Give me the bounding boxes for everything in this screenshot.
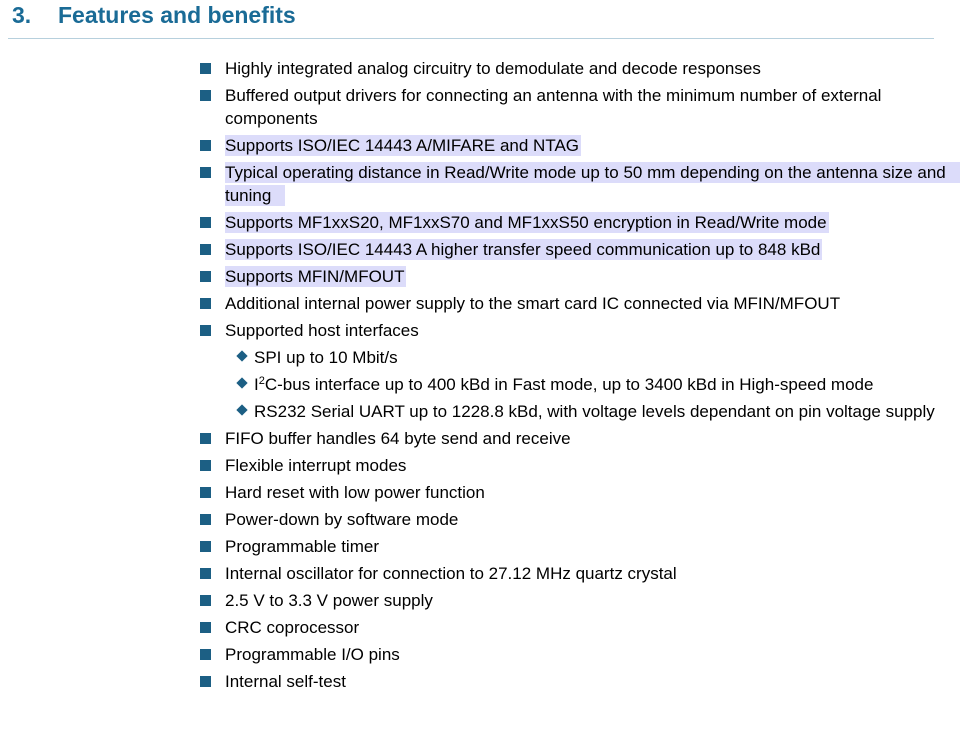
list-item-host-interfaces xyxy=(196,319,946,423)
square-bullet-icon xyxy=(200,487,211,498)
list-item-text: Supports MF1xxS20, MF1xxS70 and MF1xxS50 encryption in Read/Write mode xyxy=(225,213,827,232)
sublist-item-text: SPI up to 10 Mbit/s xyxy=(254,348,398,367)
list-item xyxy=(196,84,946,130)
square-bullet-icon xyxy=(200,244,211,255)
section-number: 3. xyxy=(12,2,32,28)
square-bullet-icon xyxy=(200,325,211,336)
host-interfaces-sublist xyxy=(225,346,946,423)
list-item-highlighted xyxy=(196,211,946,234)
sublist-item-prefix: I xyxy=(254,375,259,394)
square-bullet-icon xyxy=(200,271,211,282)
list-item-highlighted xyxy=(196,238,946,261)
square-bullet-icon xyxy=(200,433,211,444)
diamond-bullet-icon xyxy=(236,350,247,361)
list-item-text: Supports MFIN/MFOUT xyxy=(225,267,405,286)
list-item-text: Hard reset with low power function xyxy=(225,483,485,502)
list-item-text: Highly integrated analog circuitry to demodulate and decode responses xyxy=(225,59,761,78)
list-item xyxy=(196,589,946,612)
square-bullet-icon xyxy=(200,298,211,309)
sublist-item xyxy=(228,373,946,396)
sublist-item xyxy=(228,346,946,369)
square-bullet-icon xyxy=(200,595,211,606)
section-title: Features and benefits xyxy=(58,2,296,28)
list-item xyxy=(196,535,946,558)
list-item-text: CRC coprocessor xyxy=(225,618,360,637)
list-item-text: Programmable timer xyxy=(225,537,379,556)
list-item-highlighted xyxy=(196,161,946,207)
square-bullet-icon xyxy=(200,676,211,687)
square-bullet-icon xyxy=(200,140,211,151)
list-item-highlighted xyxy=(196,265,946,288)
list-item-text: Buffered output drivers for connecting an antenna with the minimum number of external components xyxy=(225,86,882,128)
section-heading xyxy=(12,2,296,29)
square-bullet-icon xyxy=(200,568,211,579)
list-item xyxy=(196,616,946,639)
features-list xyxy=(196,57,946,697)
list-item-text: FIFO buffer handles 64 byte send and receive xyxy=(225,429,571,448)
list-item-text: Internal self-test xyxy=(225,672,346,691)
list-item xyxy=(196,454,946,477)
list-item xyxy=(196,427,946,450)
square-bullet-icon xyxy=(200,90,211,101)
list-item-text: Flexible interrupt modes xyxy=(225,456,407,475)
sublist-item-text: RS232 Serial UART up to 1228.8 kBd, with voltage levels dependant on pin voltage supply xyxy=(254,402,935,421)
square-bullet-icon xyxy=(200,167,211,178)
heading-divider xyxy=(8,38,934,39)
diamond-bullet-icon xyxy=(236,404,247,415)
list-item-highlighted xyxy=(196,134,946,157)
list-item xyxy=(196,562,946,585)
diamond-bullet-icon xyxy=(236,377,247,388)
list-item xyxy=(196,670,946,693)
square-bullet-icon xyxy=(200,649,211,660)
list-item xyxy=(196,508,946,531)
list-item xyxy=(196,643,946,666)
sublist-item xyxy=(228,400,946,423)
list-item-text: Programmable I/O pins xyxy=(225,645,400,664)
square-bullet-icon xyxy=(200,63,211,74)
list-item-text: Power-down by software mode xyxy=(225,510,459,529)
square-bullet-icon xyxy=(200,514,211,525)
sublist-item-text: C-bus interface up to 400 kBd in Fast mode, up to 3400 kBd in High-speed mode xyxy=(264,375,874,394)
list-item-text: Typical operating distance in Read/Write mode up to 50 mm depending on the antenna size and tuning xyxy=(225,162,960,206)
list-item-text: Additional internal power supply to the smart card IC connected via MFIN/MFOUT xyxy=(225,294,841,313)
superscript-2: 2 xyxy=(258,375,265,387)
square-bullet-icon xyxy=(200,622,211,633)
list-item xyxy=(196,292,946,315)
list-item-text: 2.5 V to 3.3 V power supply xyxy=(225,591,433,610)
list-item-text: Supported host interfaces xyxy=(225,321,419,340)
list-item-text: Supports ISO/IEC 14443 A higher transfer speed communication up to 848 kBd xyxy=(225,240,821,259)
square-bullet-icon xyxy=(200,217,211,228)
list-item xyxy=(196,57,946,80)
list-item-text: Supports ISO/IEC 14443 A/MIFARE and NTAG xyxy=(225,136,580,155)
list-item xyxy=(196,481,946,504)
square-bullet-icon xyxy=(200,541,211,552)
list-item-text: Internal oscillator for connection to 27.12 MHz quartz crystal xyxy=(225,564,677,583)
square-bullet-icon xyxy=(200,460,211,471)
